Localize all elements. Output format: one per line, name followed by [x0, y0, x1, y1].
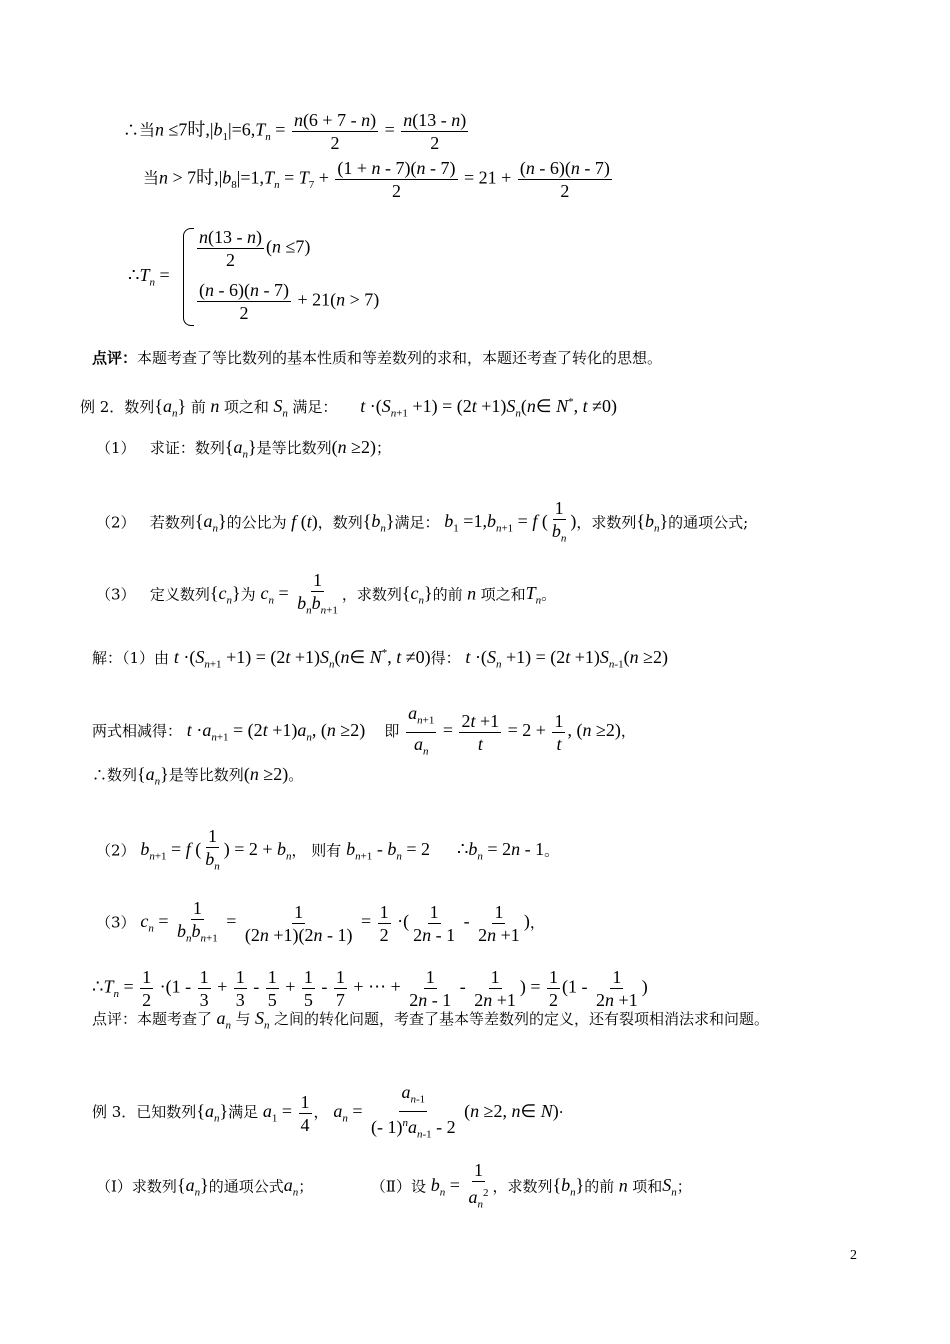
text: 项之和 — [223, 398, 269, 416]
text: 解：（1）由 — [92, 649, 170, 667]
text: 例 3．已知数列 — [92, 1103, 197, 1122]
review-2: 点评：本题考查了 $a_n$ 与 $S_n$ 之间的转化问题，考查了基本等差数列的定义，还有裂项相消法求和问题。 — [92, 1008, 770, 1032]
q3: （3） 定义数列$\{c_n\}$为 $c_n$ = $\frac{1}{b_nb_{n+1}}$ ，求数列$\{c_n\}$的前 n 项之和$T_n$。 — [96, 570, 557, 617]
text: 即 — [384, 722, 400, 741]
text: 的公比为 — [226, 513, 287, 532]
text: （Ⅰ）求数列 — [96, 1177, 177, 1196]
text: 为 — [240, 585, 256, 604]
formula-line-2: 当n > 7时$,|b_8|=1,T_n = T_7$ + $\frac{(1 + n - 7)(n - 7)}{2}$ = 21 + $\frac{(n - 6)(n - 7)}{2}$ — [143, 158, 610, 201]
example-3: 例 3．已知数列$\{a_n\}$满足 $a_1$ = $\frac{1}{4}$ ， $a_n$ = $\frac{a_{n-1}}{(- 1)^na_{n-1} - 2}$ (n ≥2, n∈ N)· — [92, 1082, 564, 1141]
text: 前 — [190, 398, 206, 416]
q-num: （2） — [96, 513, 136, 532]
text: ，数列 — [317, 513, 363, 532]
text: ，求数列 — [341, 585, 402, 604]
text: 满足： — [394, 513, 440, 532]
review-text: 本题考查了等比数列的基本性质和等差数列的求和，本题还考查了转化的思想。 — [137, 349, 663, 367]
text: 则有 — [311, 841, 342, 860]
solution-1: 解：（1）由 $t \cdot(S_{n+1} +1) = (2t$ $+1)S_n(n\in$ N*, t ≠0)得： $t \cdot(S_n +1) = (2t +1)S_{n-1}(n \ge 2)$ — [92, 647, 668, 671]
text: 两式相减得： — [92, 722, 183, 741]
formula-line-1: ∴当n ≤7时$,|b_1|=6,T_n$ = $\frac{n(6 + 7 - n)}{2}$ = $\frac{n(13 - n)}{2}$ — [123, 110, 467, 153]
text: 例 2．数列 — [80, 398, 155, 416]
text: 与 — [235, 1010, 251, 1028]
text: 若数列 — [149, 513, 195, 532]
text: 点评：本题考查了 — [92, 1010, 213, 1028]
text: 求证：数列 — [149, 439, 225, 457]
text: ，求数列 — [492, 1177, 553, 1196]
text: 之间的转化问题，考查了基本等差数列的定义，还有裂项相消法求和问题。 — [274, 1010, 770, 1028]
brace — [183, 228, 194, 326]
text: 得： — [430, 649, 461, 667]
piece-2: $\frac{(n - 6)(n - 7)}{2}$ + 21(n > 7) — [199, 280, 380, 323]
example-3-questions: （Ⅰ）求数列$\{a_n\}$的通项公式$a_n$； （Ⅱ）设 $b_n$ = $\frac{1}{a_n^2}$ ，求数列$\{b_n\}$的前 n 项和$S_n$； — [96, 1160, 692, 1211]
text: 定义数列 — [149, 585, 210, 604]
text: ∴数列 — [92, 766, 138, 784]
q-num: （2） — [96, 841, 136, 860]
text: 的通项公式 — [208, 1177, 284, 1196]
example-2: 例 2．数列$\{a_n\}$ 前 n 项之和 $S_n$ 满足： $t \cdot(S_{n+1} +1) = (2t$ $+1)S_n(n\in$ N*, t ≠0) — [80, 396, 617, 420]
q-num: （3） — [96, 585, 136, 604]
text: ∴当 — [123, 120, 156, 140]
text: 项和 — [632, 1177, 663, 1196]
solution-2: 两式相减得： $t \cdot a_{n+1} = (2t +1)a_n$, (n ≥2) 即 $\frac{a_{n+1}}{a_n}$ = $\frac{2t +1}{t}$ = 2 + $\frac{1}{t}$ , (n ≥2)， — [92, 703, 636, 758]
solution-part-3: （3） $c_n$ = $\frac{1}{b_nb_{n+1}}$ = $\frac{1}{(2n +1)(2n - 1)}$ = $\frac{1}{2}$ ·( $\frac{1}{2n - 1}$ - $\frac{1}{2n +1}$ )， — [96, 898, 545, 945]
text: ，求数列 — [576, 513, 637, 532]
text: （Ⅱ）设 — [370, 1177, 426, 1196]
q1: （1） 求证：数列$\{a_n\}$是等比数列(n ≥2)； — [96, 437, 392, 461]
text: 当 — [143, 168, 160, 188]
text: 项之和 — [480, 585, 526, 604]
text: 是等比数列 — [168, 766, 244, 784]
q-num: （1） — [96, 439, 136, 457]
conclusion: ∴数列$\{a_n\}$是等比数列(n ≥2)。 — [92, 764, 304, 788]
text: 满足 — [228, 1103, 259, 1122]
text: 满足： — [292, 398, 338, 416]
piece-1: $\frac{n(13 - n)}{2}$ (n ≤7) — [199, 227, 311, 270]
solution-part-2: （2） $b_{n+1} = f$ ( $\frac{1}{b_n}$ ) = $2 + b_n$， 则有 $b_{n+1} - b_n = 2$ $\therefore b_n = 2n - 1$。 — [96, 826, 560, 873]
review-label: 点评： — [92, 349, 138, 367]
text: 的前 — [584, 1177, 615, 1196]
tn-label: $\therefore T_n$ = — [128, 265, 170, 289]
page-number: 2 — [850, 1248, 857, 1263]
q2: （2） 若数列$\{a_n\}$的公比为 f (t)，数列$\{b_n\}$满足： $b_1 =1,b_{n+1} = f$ ( $\frac{1}{b_n}$ )，求数列$\{b_n\}$的通项公式; — [96, 498, 749, 545]
text: 的前 — [432, 585, 463, 604]
review-1 — [92, 348, 662, 368]
text: 的通项公式; — [668, 513, 749, 532]
text: 是等比数列 — [256, 439, 332, 457]
tn-sum: $\therefore T_n$ = $\frac{1}{2}$ ·(1 - $\frac{1}{3}$ + $\frac{1}{3}$ - $\frac{1}{5}$ + $\frac{1}{5}$ - $\frac{1}{7}$ + ⋯ + $\frac{1}{2n - 1}$ - $\frac{1}{2n +1}$ ) = $\frac{1}{2}$ (1 - $\frac{1}{2n +1}$ ) — [92, 967, 648, 1010]
q-num: （3） — [96, 913, 136, 932]
